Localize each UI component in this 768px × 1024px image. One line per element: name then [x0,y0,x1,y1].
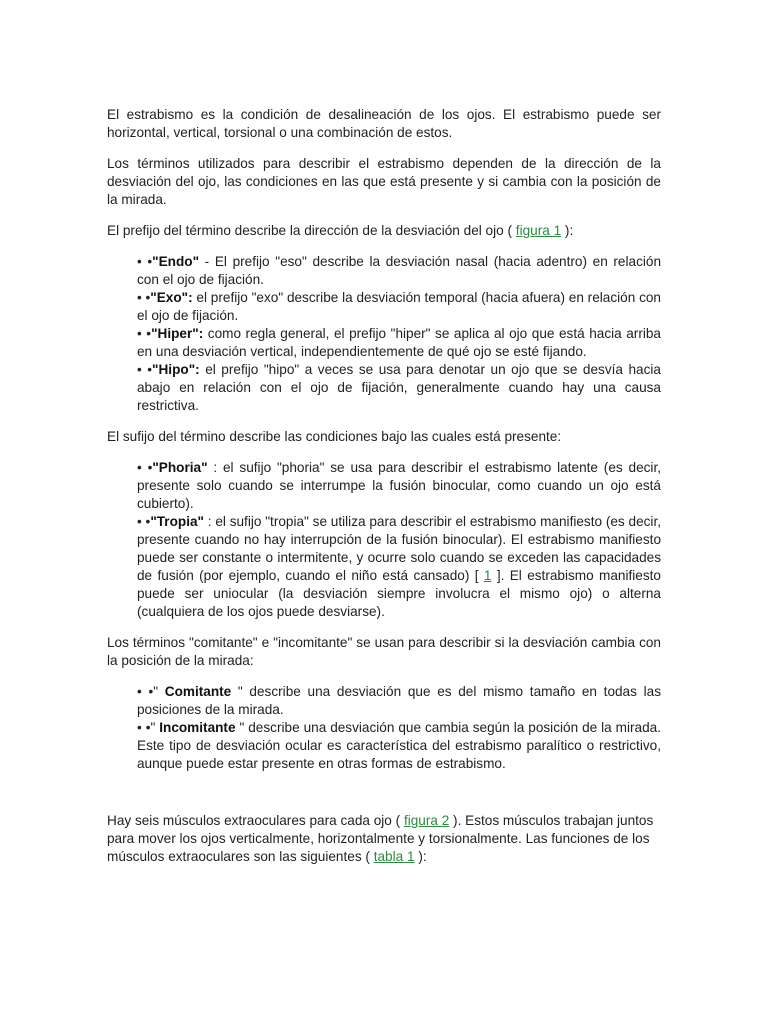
list-item-incomitante [137,719,661,773]
list-item-endo [137,253,661,289]
text: Hay seis músculos extraoculares para cada ojo ( [107,813,404,828]
item-text: como regla general, el prefijo "hiper" se aplica al ojo que está hacia arriba en una desviación vertical, independientemente de qué ojo se esté fijando. [137,326,661,359]
text: ). Estos músculos trabajan juntos para mover los ojos verticalmente, horizontalmente y torsionalmente. Las funciones de los músculos extraoculares son las siguientes ( [107,813,654,864]
list-item-hiper [137,325,661,361]
term-comitante: Comitante [164,684,232,699]
prefix-list [107,253,661,415]
bullet: • •" [137,720,160,735]
comitance-list [107,683,661,773]
bullet: • •" [137,684,165,699]
item-text: ]. El estrabismo manifiesto puede ser uniocular (la desviación siempre involucra el mismo ojo) o alterna (cualquiera de los ojos puede desviarse). [137,568,661,619]
paragraph-definition: El estrabismo es la condición de desalineación de los ojos. El estrabismo puede ser horizontal, vertical, torsional o una combinación de estos. [107,107,661,140]
term-incomitante: Incomitante [159,720,236,735]
reference-1-link[interactable]: 1 [483,568,492,583]
paragraph-muscles [107,812,661,866]
term-tropia: "Tropia" [150,514,204,529]
bullet: • • [137,290,151,305]
bullet: • • [137,460,153,475]
item-text: : el sufijo "phoria" se usa para describir el estrabismo latente (es decir, presente solo cuando se interrumpe la fusión binocular, como cuando un ojo está cubierto). [137,460,662,511]
term-hiper: "Hiper": [151,326,204,341]
term-exo: "Exo": [150,290,193,305]
list-item-phoria [137,459,661,513]
paragraph-terms: Los términos utilizados para describir el estrabismo dependen de la dirección de la desviación del ojo, las condiciones en las que está presente y si cambia con la posición de la mirada. [107,156,661,207]
text: ): [414,849,427,864]
item-text: el prefijo "hipo" a veces se usa para denotar un ojo que se desvía hacia abajo en relación con el ojo de fijación, generalmente cuando hay una causa restrictiva. [137,362,661,413]
item-text: el prefijo "exo" describe la desviación temporal (hacia afuera) en relación con el ojo de fijación. [137,290,661,323]
item-text: - El prefijo "eso" describe la desviación nasal (hacia adentro) en relación con el ojo de fijación. [137,254,662,287]
text: El prefijo del término describe la dirección de la desviación del ojo ( [107,223,516,238]
bullet: • • [137,254,153,269]
bullet: • • [137,326,152,341]
bullet: • • [137,514,151,529]
term-phoria: "Phoria" [152,460,208,475]
list-item-comitante [137,683,661,719]
paragraph-prefix-intro [107,222,661,240]
term-endo: "Endo" [152,254,200,269]
list-item-exo [137,289,661,325]
text: ): [561,223,574,238]
paragraph-suffix-intro: El sufijo del término describe las condiciones bajo las cuales está presente: [107,429,562,444]
document-body [107,106,661,879]
suffix-list [107,459,661,621]
item-text: " describe una desviación que cambia según la posición de la mirada. Este tipo de desviación ocular es característica del estrabismo paralítico o restrictivo, aunque puede estar presente en otras formas de estrabismo. [137,720,661,771]
figure-2-link[interactable]: figura 2 [403,813,450,828]
paragraph-comitance-intro: Los términos "comitante" e "incomitante" se usan para describir si la desviación cambia con la posición de la mirada: [107,635,661,668]
item-text: : el sufijo "tropia" se utiliza para describir el estrabismo manifiesto (es decir, presente cuando no hay interrupción de la fusión binocular). El estrabismo manifiesto puede ser constante o intermitente, y ocurre solo cuando se exceden las capacidades de fusión (por ejemplo, cuando el niño está cansado) [ [137,514,661,583]
table-1-link[interactable]: tabla 1 [373,849,415,864]
bullet: • • [137,362,153,377]
term-hipo: "Hipo": [152,362,200,377]
item-text: " describe una desviación que es del mismo tamaño en todas las posiciones de la mirada. [137,684,661,717]
list-item-tropia [137,513,661,621]
spacer [107,786,661,812]
list-item-hipo [137,361,661,415]
figure-1-link[interactable]: figura 1 [515,223,562,238]
